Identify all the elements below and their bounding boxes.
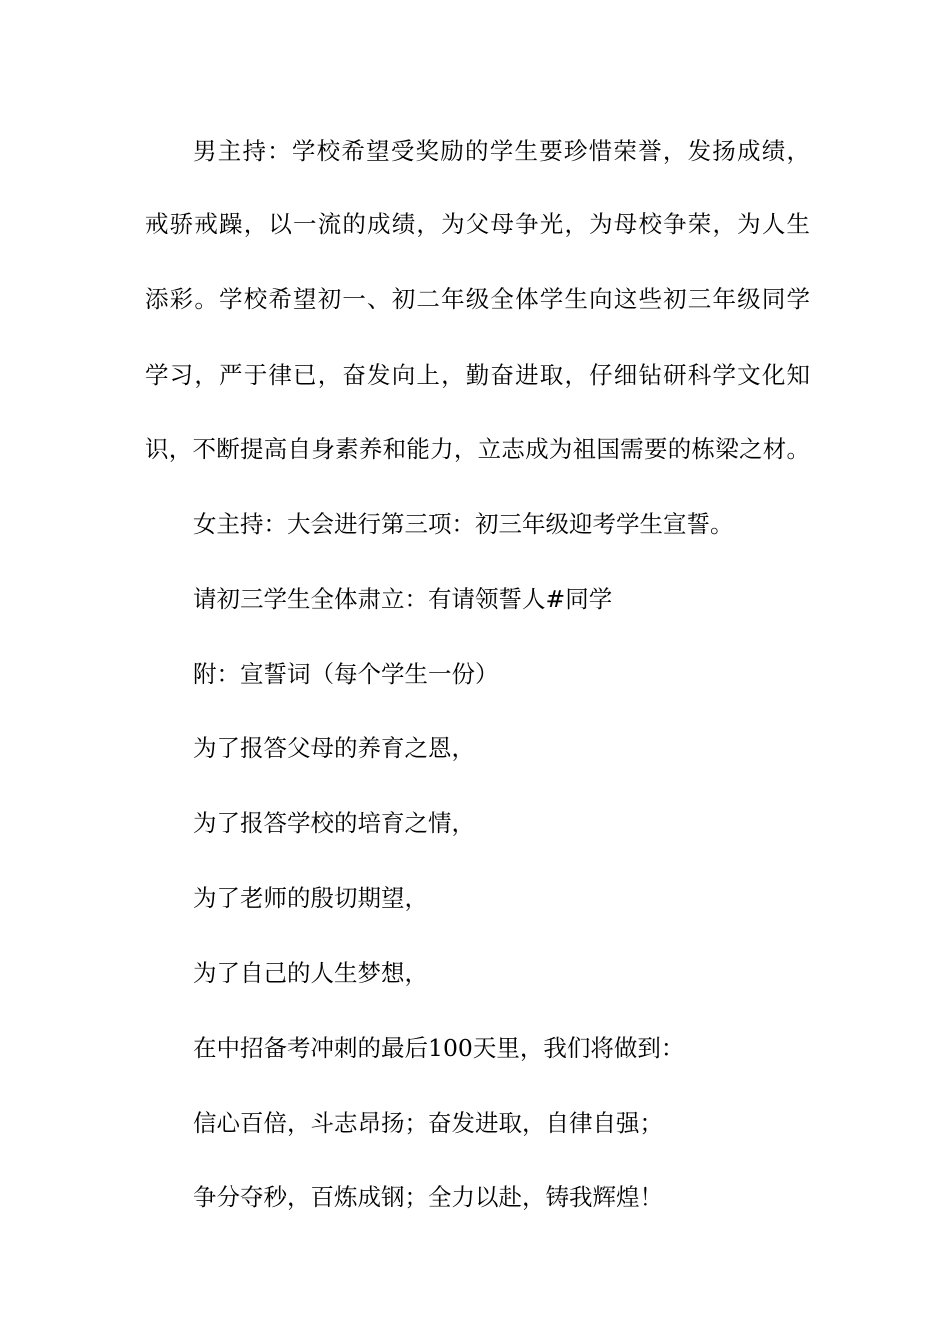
oath-line: 争分夺秒，百炼成钢；全力以赴，铸我辉煌！ <box>193 1183 663 1211</box>
oath-line: 为了老师的殷切期望， <box>193 884 428 912</box>
announcement-line: 女主持：大会进行第三项：初三年级迎考学生宣誓。 <box>193 510 734 538</box>
oath-line: 为了自己的人生梦想， <box>193 959 428 987</box>
paragraph-line: 戒骄戒躁，以一流的成绩，为父母争光，为母校争荣，为人生 <box>145 210 810 238</box>
oath-line: 为了报答学校的培育之情， <box>193 809 475 837</box>
oath-line: 信心百倍，斗志昂扬；奋发进取，自律自强； <box>193 1109 663 1137</box>
stand-request-line: 请初三学生全体肃立：有请领誓人#同学 <box>193 585 613 613</box>
oath-line: 为了报答父母的养育之恩， <box>193 734 475 762</box>
paragraph-line: 添彩。学校希望初一、初二年级全体学生向这些初三年级同学 <box>145 285 810 313</box>
paragraph-line: 男主持：学校希望受奖励的学生要珍惜荣誉，发扬成绩， <box>193 137 810 165</box>
paragraph-line: 学习，严于律已，奋发向上，勤奋进取，仔细钻研科学文化知 <box>145 361 810 389</box>
oath-line: 在中招备考冲刺的最后100天里，我们将做到： <box>193 1034 685 1062</box>
appendix-line: 附：宣誓词（每个学生一份） <box>193 660 499 688</box>
paragraph-line: 识，不断提高自身素养和能力，立志成为祖国需要的栋梁之材。 <box>145 435 810 463</box>
